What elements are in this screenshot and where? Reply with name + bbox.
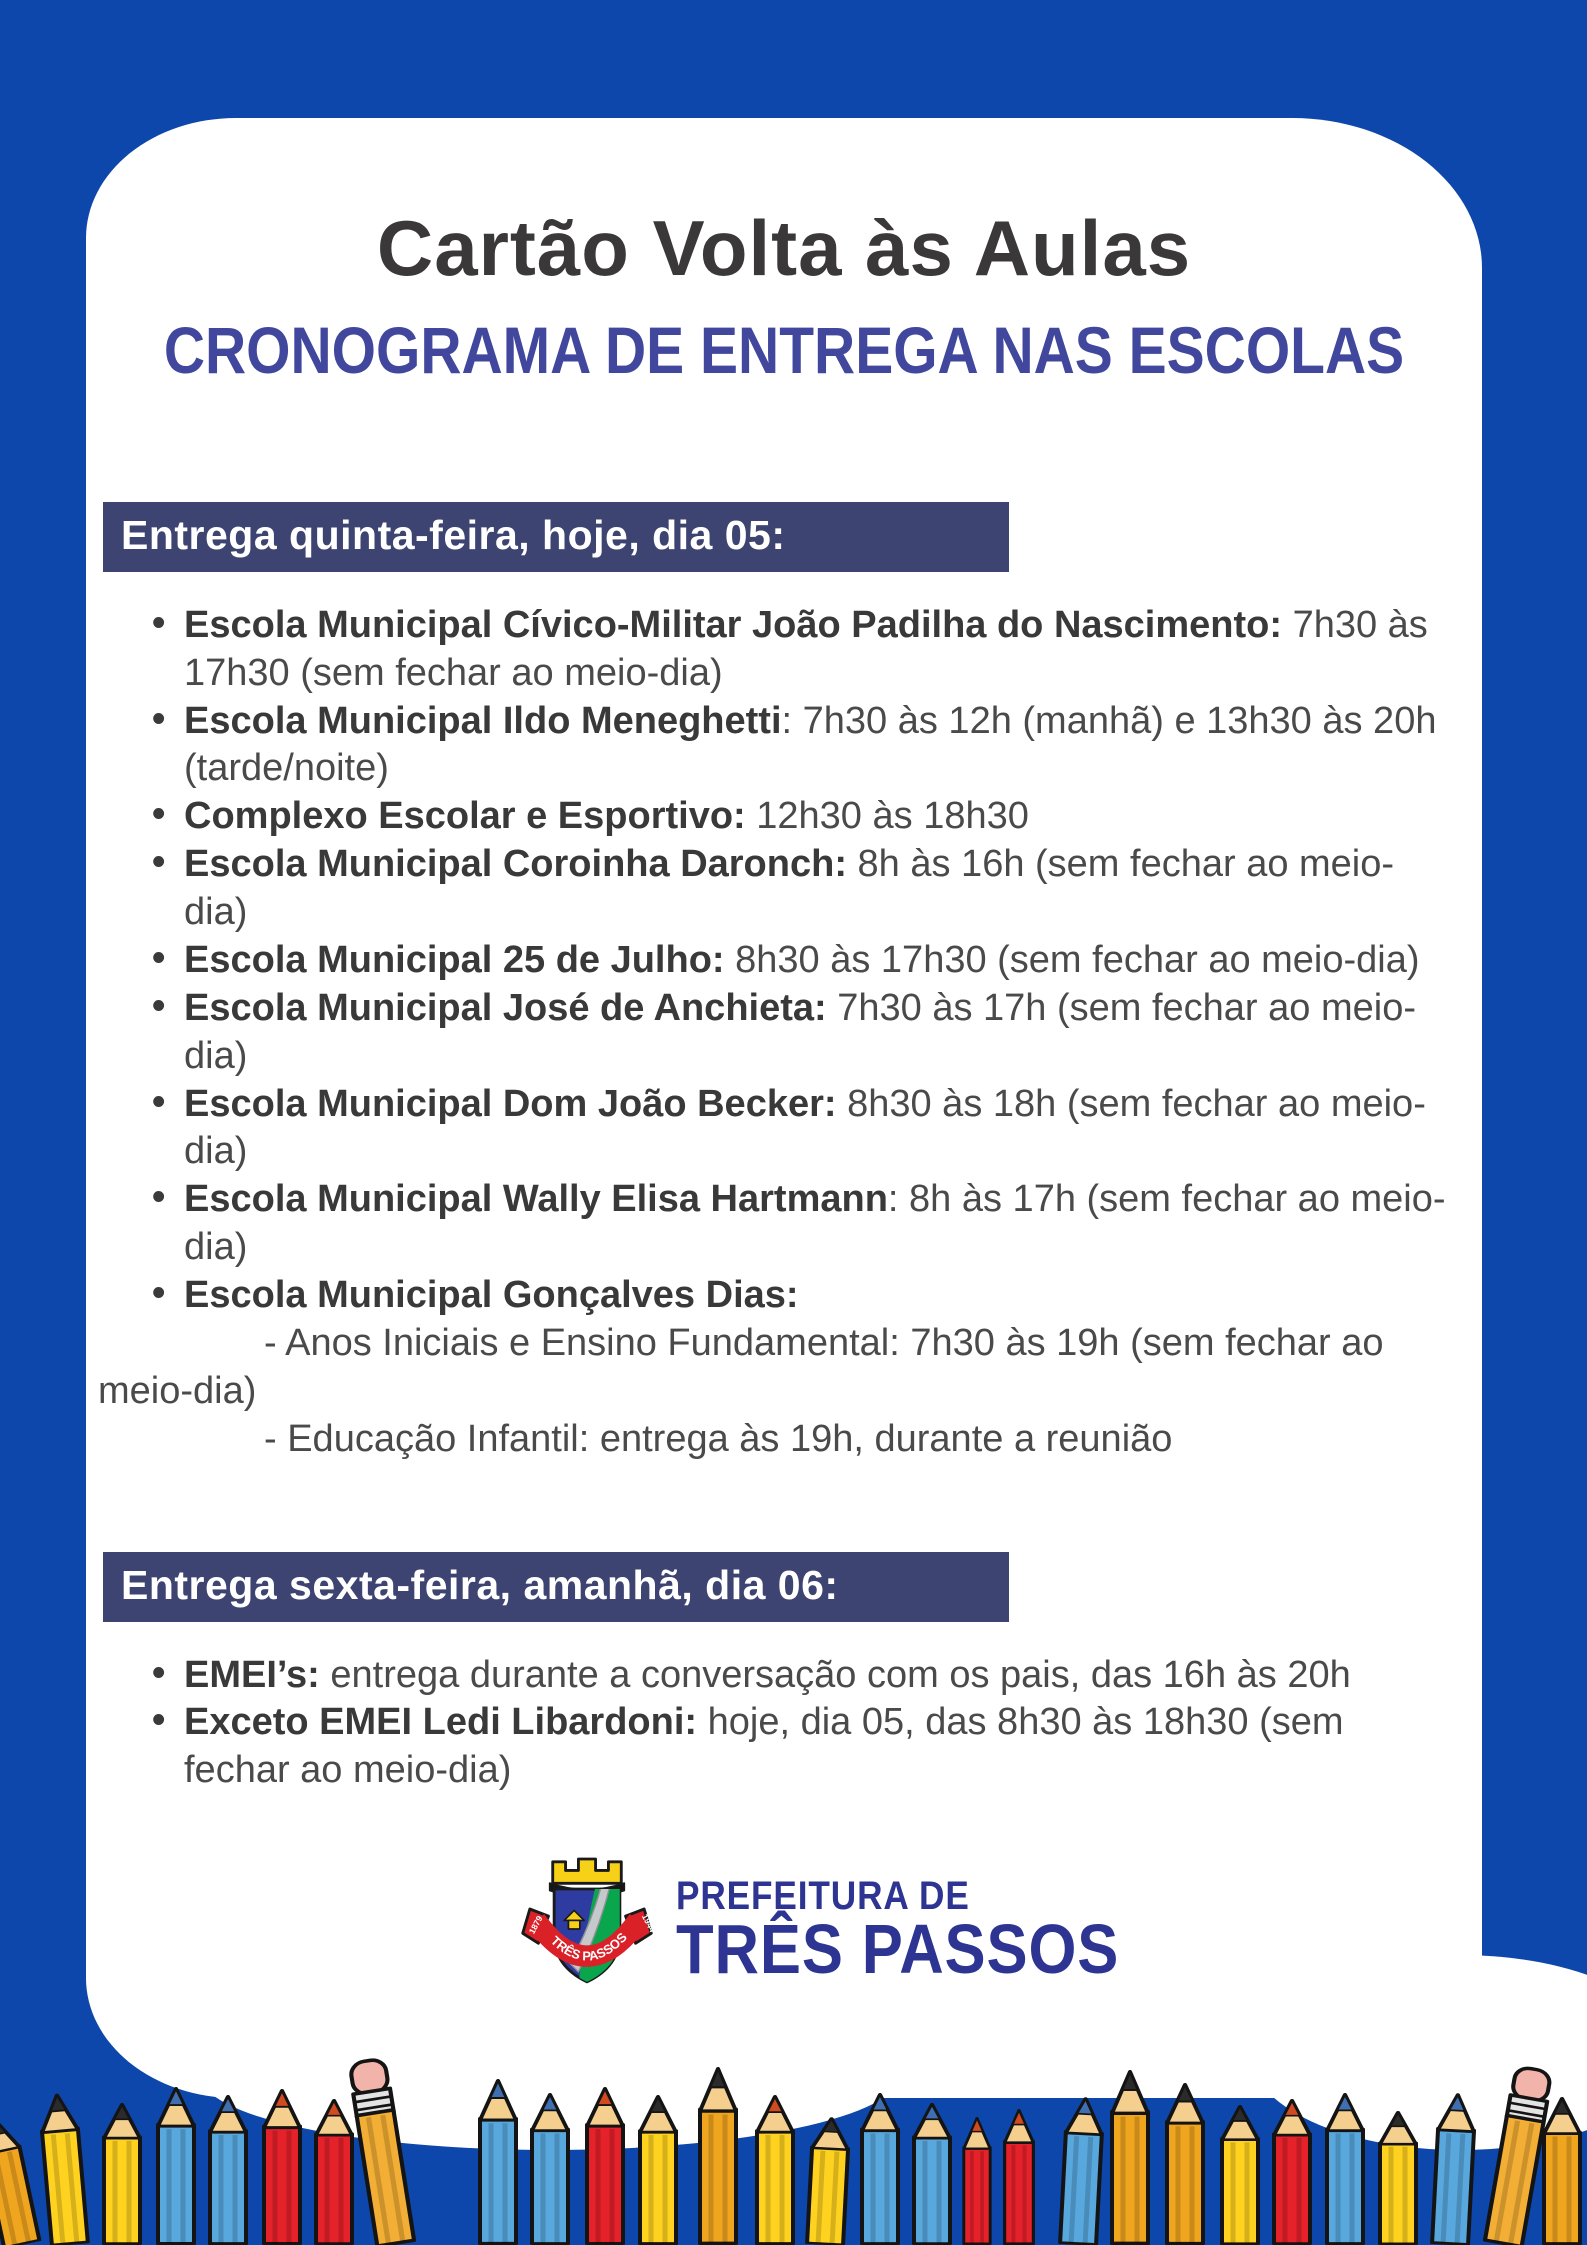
sub-schedule-line: meio-dia) — [98, 1369, 257, 1412]
school-name: Escola Municipal Cívico-Militar João Padilha do Nascimento: — [184, 603, 1283, 646]
logo-line2: TRÊS PASSOS — [676, 1909, 1120, 1988]
school-name: Escola Municipal Wally Elisa Hartmann — [184, 1178, 888, 1221]
schedule-item — [144, 698, 1454, 794]
school-name: Complexo Escolar e Esportivo: — [184, 795, 746, 838]
logo-wordmark — [676, 1873, 1120, 1988]
sub-schedule-line: - Anos Iniciais e Ensino Fundamental: 7h30 às 19h (sem fechar ao — [264, 1321, 1384, 1364]
section-banner-day06: Entrega sexta-feira, amanhã, dia 06: — [103, 1552, 1009, 1622]
sub-schedule-line: - Educação Infantil: entrega às 19h, durante a reunião — [264, 1417, 1173, 1460]
delivery-list-day06 — [144, 1652, 1454, 1796]
delivery-hours: entrega durante a conversação com os pais, das 16h às 20h — [319, 1653, 1351, 1696]
school-name: Escola Municipal Ildo Meneghetti — [184, 699, 782, 742]
section-banner-day05: Entrega quinta-feira, hoje, dia 05: — [103, 502, 1009, 572]
page-title: Cartão Volta às Aulas — [376, 204, 1192, 292]
schedule-item — [144, 602, 1454, 698]
school-name: Escola Municipal Coroinha Daronch: — [184, 843, 847, 886]
logo-line1: PREFEITURA DE — [676, 1873, 970, 1918]
schedule-item — [144, 1081, 1454, 1177]
schedule-item — [144, 937, 1454, 985]
delivery-hours: 8h às 16h (sem fechar ao meio-dia) — [184, 843, 1395, 934]
school-name: Exceto EMEI Ledi Libardoni: — [184, 1701, 698, 1744]
crest-year-right: 1944 — [640, 1912, 658, 1935]
flyer-card — [86, 118, 1482, 2098]
delivery-hours: 8h30 às 17h30 (sem fechar ao meio-dia) — [724, 938, 1420, 981]
delivery-hours: : 7h30 às 12h (manhã) e 13h30 às 20h (tarde/noite) — [184, 699, 1437, 790]
delivery-hours: hoje, dia 05, das 8h30 às 18h30 (sem fechar ao meio-dia) — [184, 1701, 1344, 1792]
delivery-hours: 8h30 às 18h (sem fechar ao meio-dia) — [184, 1082, 1426, 1173]
schedule-item — [144, 1652, 1454, 1700]
schedule-item — [144, 793, 1454, 841]
delivery-hours: : 8h às 17h (sem fechar ao meio-dia) — [184, 1178, 1446, 1269]
delivery-hours: 7h30 às 17h30 (sem fechar ao meio-dia) — [184, 603, 1428, 694]
school-name: Escola Municipal José de Anchieta: — [184, 986, 827, 1029]
city-crest-icon — [512, 1849, 662, 2009]
schedule-item — [144, 841, 1454, 937]
crest-year-left: 1879 — [526, 1914, 545, 1936]
schedule-item — [144, 985, 1454, 1081]
schedule-item — [144, 1176, 1454, 1272]
page-subtitle: CRONOGRAMA DE ENTREGA NAS ESCOLAS — [163, 313, 1405, 388]
schedule-item — [98, 1272, 1454, 1464]
delivery-list-day05 — [98, 602, 1454, 1464]
school-name: Escola Municipal Gonçalves Dias: — [184, 1274, 799, 1317]
crest-ribbon-text: TRÊS PASSOS — [548, 1929, 631, 1964]
school-name: Escola Municipal Dom João Becker: — [184, 1082, 837, 1125]
pencil-border-decoration — [0, 2055, 1587, 2245]
school-name: Escola Municipal 25 de Julho: — [184, 938, 725, 981]
delivery-hours: 7h30 às 17h (sem fechar ao meio-dia) — [184, 986, 1416, 1077]
delivery-hours: 12h30 às 18h30 — [745, 795, 1029, 838]
schedule-item — [144, 1699, 1454, 1795]
school-name: EMEI’s: — [184, 1653, 320, 1696]
